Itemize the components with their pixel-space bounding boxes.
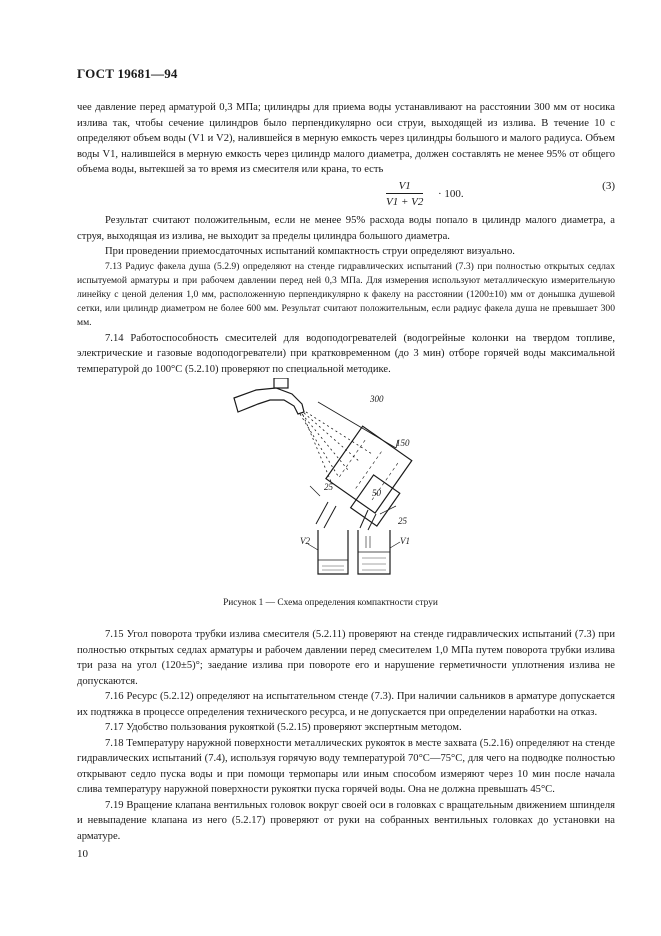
label-25-outer: 25 (324, 482, 333, 492)
faucet-valve-head (274, 378, 288, 388)
paragraph-7-13: 7.13 Радиус факела душа (5.2.9) определяют на стенде гидравлических испытаний (7.3) при полностью открытых седлах испытуемой арматуры и при рабочем давлении перед ней 0,3 МПа. Для измерения используют металлическую измерительную линейку с ценой деления 1,0 мм, расположенную перпендикулярно к факелу на расстоянии (1200±10) мм от донышка душевой сетки, или цилиндр диаметром не более 600 мм. Результат считают положительным, если радиус факела душа не превышает 300 мм. (77, 260, 615, 329)
label-25-inner: 25 (398, 516, 407, 526)
formula-denominator: V1 + V2 (386, 196, 424, 208)
water-jet (300, 412, 372, 484)
label-300: 300 (370, 394, 384, 404)
faucet-spout (234, 388, 304, 414)
paragraph-7-19: 7.19 Вращение клапана вентильных головок вокруг своей оси в головках с вращательным движением шпинделя и невыпадение клапана из него (5.2.17) проверяют от руки на собранных вентильных головках до установки на арматуре. (77, 799, 615, 842)
label-150: 150 (396, 438, 410, 448)
outer-outlet-pipe (316, 502, 328, 524)
jet-compactness-diagram (220, 378, 470, 578)
figure-caption: Рисунок 1 — Схема определения компактности струи (223, 598, 438, 608)
formula-multiplier: · 100. (438, 188, 464, 200)
document-header: ГОСТ 19681—94 (77, 66, 178, 81)
bottom-text-block (77, 627, 615, 844)
paragraph-7-15: 7.15 Угол поворота трубки излива смесителя (5.2.11) проверяют на стенде гидравлических испытаний (7.3) при полностью открытых седлах арматуры и рабочем давлении перед смесителем 1,0 МПа путем поворота трубки излива три раза на угол (120±5)°; заедание излива при повороте его и нарушение герметичности уплотнения излива не допускаются. (77, 629, 615, 687)
formula-numerator: V1 (386, 180, 423, 194)
measuring-vessel-v1 (358, 530, 400, 574)
paragraph-7-17: 7.17 Удобство пользования рукояткой (5.2.15) проверяют экспертным методом. (105, 722, 462, 733)
paragraph-7-14: 7.14 Работоспособность смесителей для водоподогревателей (водогрейные колонки на твердом топливе, электрические и газовые водоподогреватели) при кратковременном (до 3 мин) отборе горячей воды максимальной температурой до 100°С (5.2.10) проверяют по специальной методике. (77, 332, 615, 375)
paragraph-7-12-continued: чее давление перед арматурой 0,3 МПа; цилиндры для приема воды устанавливают на расстоянии 300 мм от носика излива так, чтобы сечение цилиндров было перпендикулярно оси струи, выходящей из излива. В течение 10 с определяют объем воды (V1 и V2), налившейся в мерную емкость через цилиндры большого и малого радиуса. Объем воды V1, налившейся в мерную емкость через цилиндр малого диаметра, должен составлять не менее 95% от общего объема воды, вытекшей за то время из смесителя или крана, то есть (77, 102, 615, 175)
label-v2: V2 (300, 536, 310, 546)
label-v1: V1 (400, 536, 410, 546)
paragraph-7-18: 7.18 Температуру наружной поверхности металлических рукояток в месте захвата (5.2.16) определяют на стенде гидравлических испытаний (7.4), используя горячую воду температурой 70°С—75°С, для чего на подводке полностью открывают седло пуска воды и при помощи термопары или иным способом измеряют через 10 мин после начала слива температуру наружной поверхности рукоятки пуска горячей воды. Она не должна превышать 45°С. (77, 737, 615, 795)
formula-3 (77, 180, 615, 210)
measuring-vessel-v2 (308, 530, 348, 574)
middle-text-block (77, 213, 615, 377)
figure-1 (220, 378, 470, 578)
paragraph-continuation (77, 100, 615, 178)
paragraph-7-16: 7.16 Ресурс (5.2.12) определяют на испытательном стенде (7.3). При наличии сальников в арматуре допускается их подтяжка в процессе определения технического ресурса, и не допускается при определении наработки на отказ. (77, 691, 615, 718)
paragraph-acceptance: При проведении приемосдаточных испытаний компактность струи определяют визуально. (105, 246, 515, 257)
formula-fraction (386, 180, 423, 209)
page-number: 10 (77, 848, 88, 860)
paragraph-result: Результат считают положительным, если не менее 95% расхода воды попало в цилиндр малого диаметра, а струя, выходящая из излива, не выходит за пределы цилиндра большого диаметра. (77, 215, 615, 242)
label-50: 50 (372, 488, 381, 498)
formula-number: (3) (602, 180, 615, 192)
